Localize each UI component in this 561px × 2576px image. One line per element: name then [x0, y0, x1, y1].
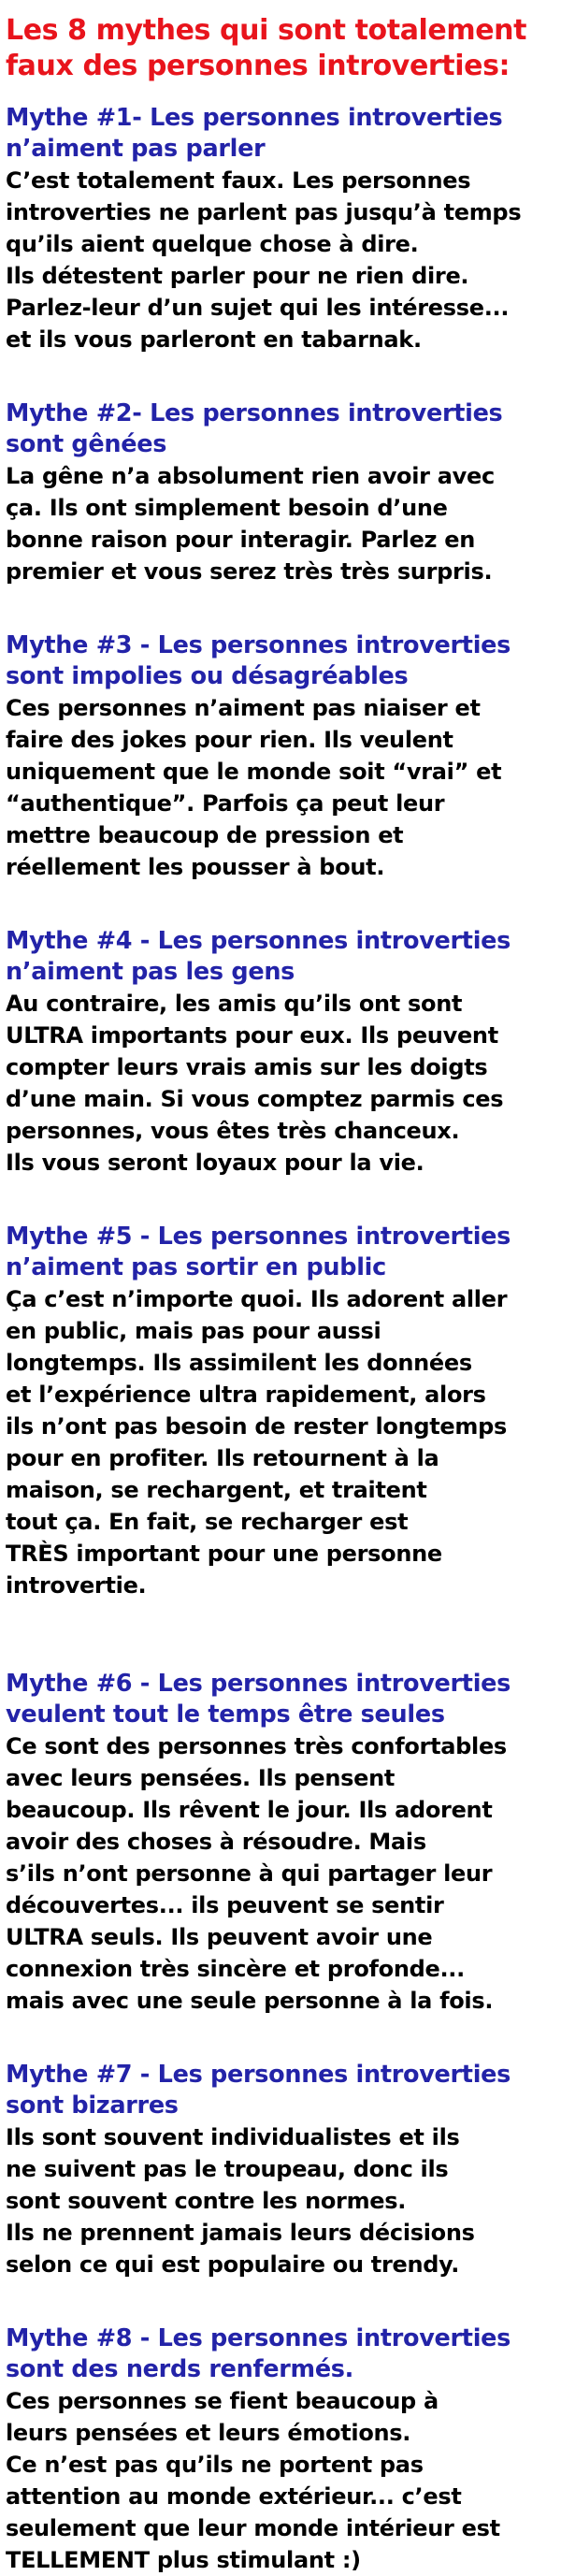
myth-heading-line: Mythe #7 - Les personnes introverties	[6, 2061, 511, 2089]
section-spacer	[6, 2017, 554, 2060]
section-spacer	[6, 1601, 554, 1669]
myth-body-line: introverties ne parlent pas jusqu’à temps	[6, 199, 522, 225]
myth-body-line: maison, se rechargent, et traitent	[6, 1477, 427, 1503]
myth-body	[6, 1283, 554, 1601]
section-spacer	[6, 883, 554, 926]
myth-section-3	[6, 630, 554, 883]
myth-heading	[6, 926, 554, 988]
myth-body-line: s’ils n’ont personne à qui partager leur	[6, 1860, 493, 1887]
myth-heading	[6, 103, 554, 165]
myth-heading-line: veulent tout le temps être seules	[6, 1700, 445, 1729]
myth-section-2	[6, 398, 554, 587]
myth-body	[6, 2121, 554, 2280]
myth-body-line: mettre beaucoup de pression et	[6, 822, 404, 848]
myth-body-line: Ce sont des personnes très confortables	[6, 1733, 507, 1759]
myth-body-line: mais avec une seule personne à la fois.	[6, 1988, 494, 2014]
myth-body-line: faire des jokes pour rien. Ils veulent	[6, 727, 453, 753]
myth-body-line: en public, mais pas pour aussi	[6, 1318, 381, 1344]
myth-body-line: compter leurs vrais amis sur les doigts	[6, 1054, 488, 1080]
myth-body-line: avoir des choses à résoudre. Mais	[6, 1829, 426, 1855]
myth-body	[6, 692, 554, 883]
myth-body-line: ça. Ils ont simplement besoin d’une	[6, 495, 448, 521]
myth-body-line: découvertes... ils peuvent se sentir	[6, 1892, 444, 1918]
section-spacer	[6, 2280, 554, 2323]
myth-heading	[6, 2060, 554, 2121]
myth-heading	[6, 398, 554, 460]
myth-heading-line: n’aiment pas les gens	[6, 958, 295, 986]
myth-heading	[6, 1222, 554, 1283]
myth-heading-line: Mythe #8 - Les personnes introverties	[6, 2324, 511, 2352]
myth-body	[6, 460, 554, 587]
myth-body-line: introvertie.	[6, 1572, 147, 1599]
myth-heading	[6, 2323, 554, 2385]
section-spacer	[6, 355, 554, 398]
myth-section-8	[6, 2323, 554, 2576]
myth-heading-line: sont gênées	[6, 430, 167, 458]
section-spacer	[6, 587, 554, 630]
myth-body-line: tout ça. En fait, se recharger est	[6, 1509, 409, 1535]
myth-body-line: pour en profiter. Ils retournent à la	[6, 1445, 439, 1471]
myth-heading-line: Mythe #2- Les personnes introverties	[6, 399, 503, 427]
myth-body-line: Parlez-leur d’un sujet qui les intéresse...	[6, 295, 510, 321]
myth-body-line: bonne raison pour interagir. Parlez en	[6, 527, 476, 553]
myth-body	[6, 988, 554, 1179]
myth-body-line: Ils ne prennent jamais leurs décisions	[6, 2220, 475, 2246]
myth-body-line: beaucoup. Ils rêvent le jour. Ils adorent	[6, 1797, 493, 1823]
myth-section-4	[6, 926, 554, 1179]
myth-body	[6, 165, 554, 355]
myth-body-line: ULTRA importants pour eux. Ils peuvent	[6, 1022, 498, 1049]
myth-heading-line: sont bizarres	[6, 2091, 179, 2120]
myth-body-line: connexion très sincère et profonde...	[6, 1956, 465, 1982]
myth-heading-line: sont impolies ou désagréables	[6, 662, 409, 690]
myth-body-line: “authentique”. Parfois ça peut leur	[6, 790, 445, 817]
myth-body-line: selon ce qui est populaire ou trendy.	[6, 2251, 460, 2278]
myth-body-line: Ce n’est pas qu’ils ne portent pas	[6, 2452, 424, 2478]
myth-section-6	[6, 1669, 554, 2017]
myth-body-line: longtemps. Ils assimilent les données	[6, 1350, 472, 1376]
myth-heading-line: Mythe #1- Les personnes introverties	[6, 104, 503, 132]
myth-heading	[6, 1669, 554, 1730]
myth-body-line: Ça c’est n’importe quoi. Ils adorent aller	[6, 1286, 508, 1312]
myth-body-line: Ils vous seront loyaux pour la vie.	[6, 1150, 424, 1176]
myth-body-line: ULTRA seuls. Ils peuvent avoir une	[6, 1924, 433, 1950]
myth-body-line: sont souvent contre les normes.	[6, 2188, 407, 2214]
section-spacer	[6, 1179, 554, 1222]
myth-body-line: Ces personnes se fient beaucoup à	[6, 2388, 439, 2414]
myth-body-line: Ces personnes n’aiment pas niaiser et	[6, 695, 481, 721]
myth-body-line: ils n’ont pas besoin de rester longtemps	[6, 1413, 507, 1440]
myth-body-line: et l’expérience ultra rapidement, alors	[6, 1382, 486, 1408]
myth-heading	[6, 630, 554, 692]
myth-body-line: et ils vous parleront en tabarnak.	[6, 326, 422, 353]
myth-body-line: leurs pensées et leurs émotions.	[6, 2420, 411, 2446]
myth-heading-line: Mythe #6 - Les personnes introverties	[6, 1670, 511, 1698]
myth-body-line: réellement les pousser à bout.	[6, 854, 385, 880]
myth-section-5	[6, 1222, 554, 1601]
myth-section-7	[6, 2060, 554, 2280]
myth-heading-line: n’aiment pas sortir en public	[6, 1253, 386, 1281]
myth-body-line: TRÈS important pour une personne	[6, 1541, 442, 1567]
myth-body	[6, 2385, 554, 2576]
myth-body-line: Au contraire, les amis qu’ils ont sont	[6, 991, 463, 1017]
myth-heading-line: sont des nerds renfermés.	[6, 2355, 354, 2383]
myth-body-line: C’est totalement faux. Les personnes	[6, 167, 471, 194]
title-line: faux des personnes introverties:	[6, 50, 511, 82]
myth-heading-line: Mythe #5 - Les personnes introverties	[6, 1223, 511, 1251]
myth-section-1	[6, 103, 554, 355]
myth-body-line: uniquement que le monde soit “vrai” et	[6, 759, 502, 785]
myth-body-line: qu’ils aient quelque chose à dire.	[6, 231, 419, 257]
myth-body-line: premier et vous serez très très surpris.	[6, 558, 493, 585]
myth-body-line: Ils sont souvent individualistes et ils	[6, 2124, 460, 2150]
myth-body	[6, 1730, 554, 2017]
myth-body-line: d’une main. Si vous comptez parmis ces	[6, 1086, 504, 1112]
myth-body-line: TELLEMENT plus stimulant :)	[6, 2547, 361, 2573]
myth-body-line: Ils détestent parler pour ne rien dire.	[6, 263, 469, 289]
myth-body-line: La gêne n’a absolument rien avoir avec	[6, 463, 495, 489]
myth-body-line: ne suivent pas le troupeau, donc ils	[6, 2156, 449, 2182]
myth-body-line: avec leurs pensées. Ils pensent	[6, 1765, 396, 1791]
myth-body-line: attention au monde extérieur... c’est	[6, 2483, 462, 2510]
myth-heading-line: Mythe #4 - Les personnes introverties	[6, 927, 511, 955]
article-title	[6, 9, 554, 103]
myth-body-line: personnes, vous êtes très chanceux.	[6, 1118, 460, 1144]
myth-body-line: seulement que leur monde intérieur est	[6, 2515, 500, 2541]
myth-heading-line: Mythe #3 - Les personnes introverties	[6, 631, 511, 659]
title-line: Les 8 mythes qui sont totalement	[6, 14, 527, 47]
myth-heading-line: n’aiment pas parler	[6, 135, 266, 163]
